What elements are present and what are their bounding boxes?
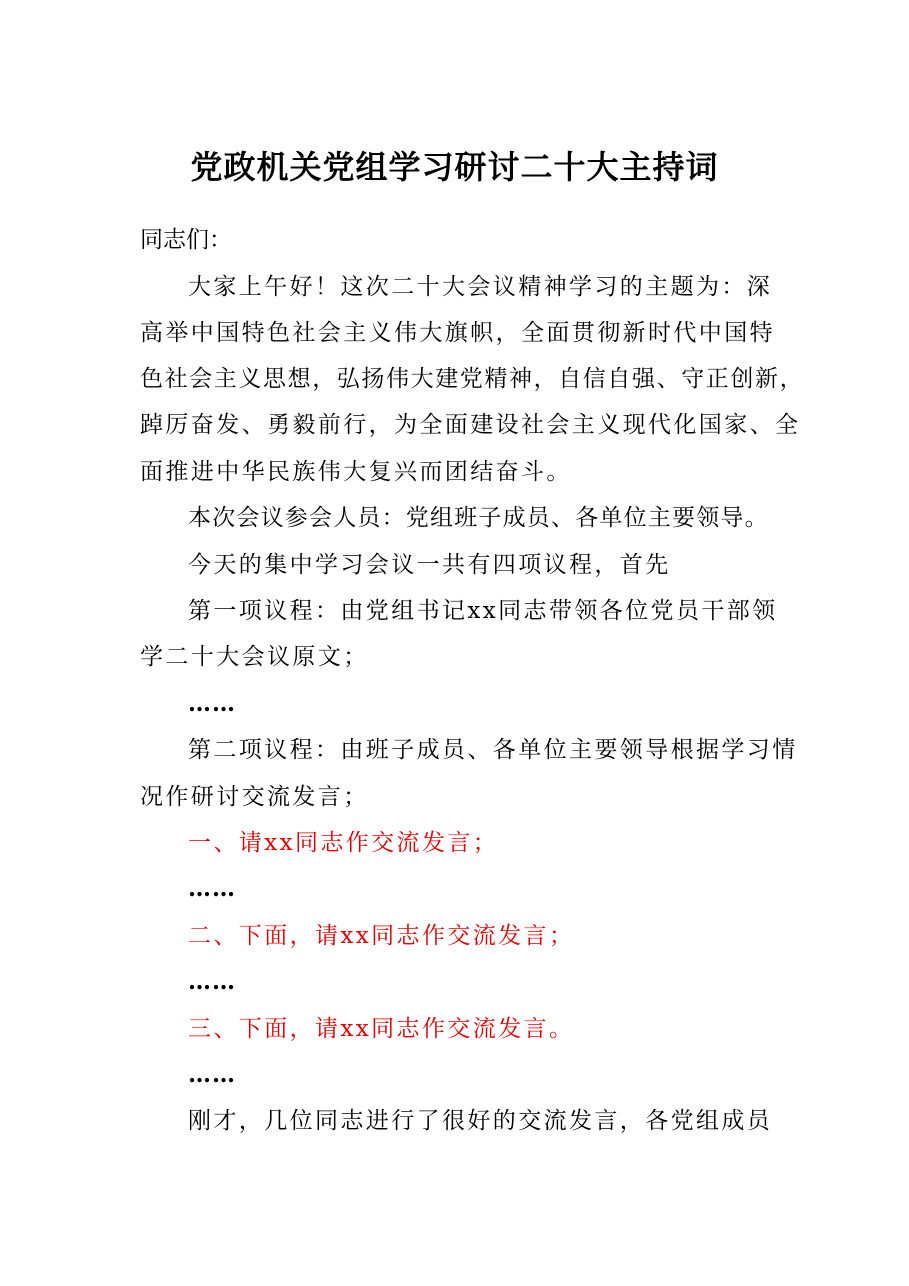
- ellipsis-line: ……: [188, 875, 236, 902]
- paragraph-line: 面推进中华民族伟大复兴而团结奋斗。: [140, 459, 572, 485]
- paragraph-line: 第二项议程：由班子成员、各单位主要领导根据学习情: [188, 737, 798, 763]
- paragraph-line: 高举中国特色社会主义伟大旗帜，全面贯彻新时代中国特: [140, 320, 775, 346]
- ellipsis-line: ……: [188, 1061, 236, 1088]
- paragraph-line: 刚才，几位同志进行了很好的交流发言，各党组成员: [188, 1108, 773, 1134]
- paragraph-line: 况作研讨交流发言；: [140, 784, 369, 810]
- ellipsis-line: ……: [188, 968, 236, 995]
- document-title: 党政机关党组学习研讨二十大主持词: [190, 148, 719, 186]
- agenda-item-1: 一、请xx同志作交流发言；: [188, 830, 499, 856]
- paragraph-line: 大家上午好！这次二十大会议精神学习的主题为：深: [188, 274, 773, 300]
- paragraph-line: 今天的集中学习会议一共有四项议程，首先: [188, 552, 671, 578]
- paragraph-line: 踔厉奋发、勇毅前行，为全面建设社会主义现代化国家、全: [140, 412, 801, 438]
- ellipsis-line: ……: [188, 690, 236, 717]
- paragraph-line: 学二十大会议原文；: [140, 644, 369, 670]
- paragraph-line: 第一项议程：由党组书记xx同志带领各位党员干部领: [188, 598, 778, 624]
- salutation: 同志们：: [140, 227, 232, 253]
- paragraph-line: 本次会议参会人员：党组班子成员、各单位主要领导。: [188, 505, 769, 531]
- agenda-item-3: 三、下面，请xx同志作交流发言。: [188, 1016, 575, 1042]
- agenda-item-2: 二、下面，请xx同志作交流发言；: [188, 923, 575, 949]
- paragraph-line: 色社会主义思想，弘扬伟大建党精神，自信自强、守正创新，: [140, 366, 805, 392]
